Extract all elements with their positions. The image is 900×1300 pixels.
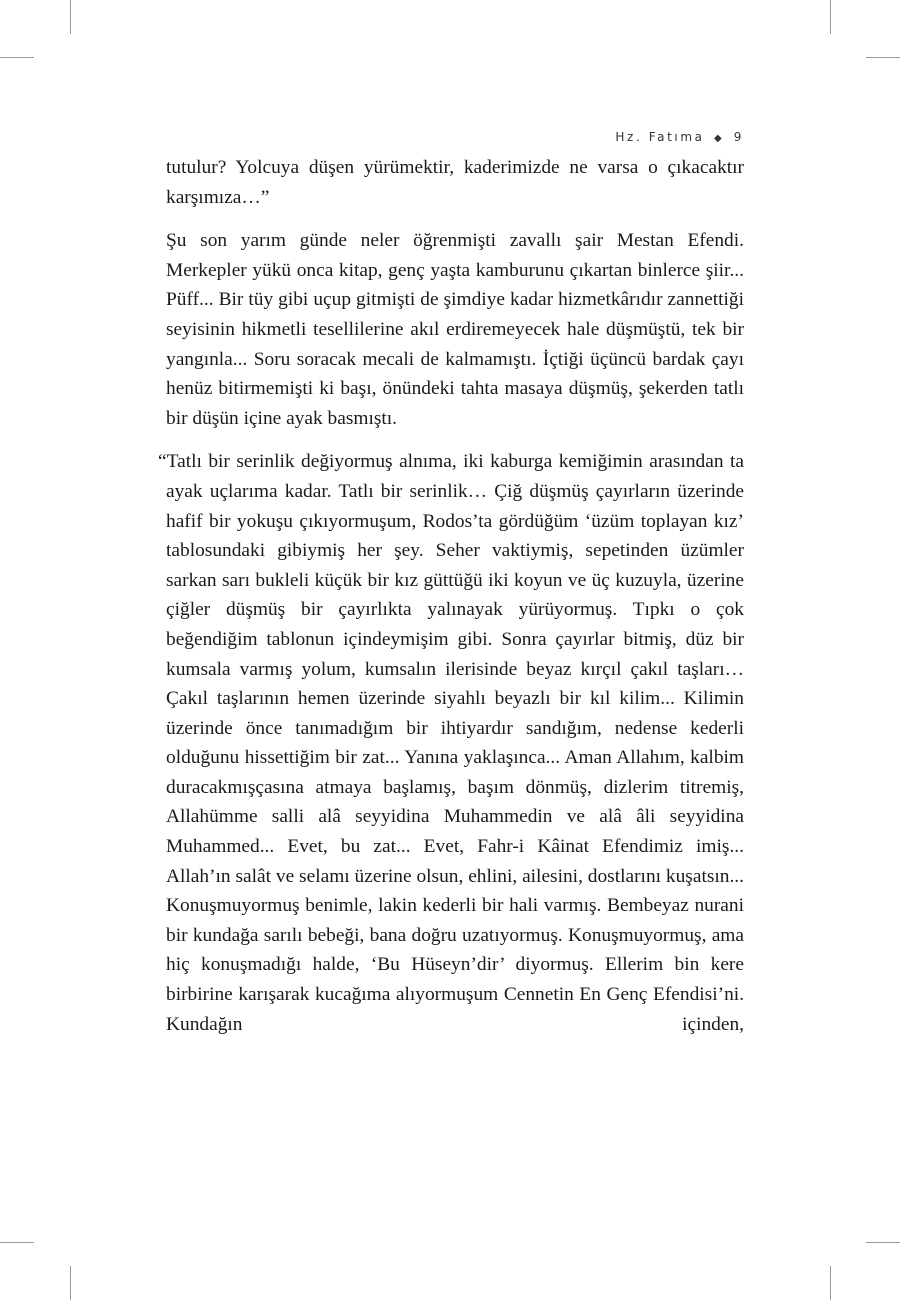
crop-mark-top-left [70, 0, 71, 34]
crop-mark-bottom-left [70, 1266, 71, 1300]
paragraph-1: tutulur? Yolcuya düşen yürümektir, kaderimizde ne varsa o çıkacaktır karşımıza…” [166, 157, 744, 208]
crop-mark-right-bottom [866, 1242, 900, 1243]
running-header-title: Hz. Fatıma [615, 130, 705, 144]
crop-mark-bottom-right [830, 1266, 831, 1300]
crop-mark-left-top [0, 57, 34, 58]
diamond-separator-icon: ◆ [714, 133, 725, 144]
crop-mark-right-top [866, 57, 900, 58]
crop-mark-top-right [830, 0, 831, 34]
page-body [158, 153, 744, 1039]
crop-mark-left-bottom [0, 1242, 34, 1243]
paragraph-3: “Tatlı bir serinlik değiyormuş alnıma, iki kaburga kemiğimin arasından ta ayak uçlarıma kadar. Tatlı bir serinlik… Çiğ düşmüş çayırların üzerinde hafif bir yokuşu çıkıyormuşum, Rodos’ta gördüğüm ‘üzüm toplayan kız’ tablosundaki gibiymiş her şey. Seher vaktiymiş, sepetinden üzümler sarkan sarı bukleli küçük bir kız güttüğü iki koyun ve üç kuzuyla, üzerine çiğler düşmüş bir çayırlıkta yalınayak yürüyormuş. Tıpkı o çok beğendiğim tablonun içindeymişim gibi. Sonra çayırlar bitmiş, düz bir kumsala varmış yolum, kumsalın ilerisinde beyaz kırçıl çakıl taşları… Çakıl taşlarının hemen üzerinde siyahlı beyazlı bir kıl kilim... Kilimin üzerinde önce tanımadığım bir ihtiyardır sandığım, nedense kederli olduğunu hissettiğim bir zat... Yanına yaklaşınca... Aman Allahım, kalbim duracakmışçasına atmaya başlamış, başım dönmüş, dizlerim titremiş, Allahümme salli alâ seyyidina Muhammedin ve alâ âli seyyidina Muhammed... Evet, bu zat... Evet, Fahr-i Kâinat Efendimiz imiş... Allah’ın salât ve selamı üzerine olsun, ehlini, ailesini, dostlarını kuşatsın... Konuşmuyormuş benimle, lakin kederli bir hali varmış. Bembeyaz nurani bir kundağa sarılı bebeği, bana doğru uzatıyormuş. Konuşmuyormuş, ama hiç konuşmadığı halde, ‘Bu Hüseyn’dir’ diyormuş. Ellerim bin kere birbirine karışarak kucağıma alıyormuşum Cennetin En Genç Efendisi’ni. Kundağın içinden, [158, 451, 744, 1035]
running-header [615, 130, 744, 144]
page-number: 9 [733, 130, 744, 144]
paragraph-2: Şu son yarım günde neler öğrenmişti zavallı şair Mestan Efendi. Merkepler yükü onca kitap, genç yaşta kamburunu çıkartan binlerce şiir... Püff... Bir tüy gibi uçup gitmişti de şimdiye kadar hizmetkârıdır zannettiği seyisinin hikmetli tesellilerine akıl erdiremeyecek hale düşmüştü, tek bir yangınla... Soru soracak mecali de kalmamıştı. İçtiği üçüncü bardak çayı henüz bitirmemişti ki başı, önündeki tahta masaya düşmüş, şekerden tatlı bir düşün içine ayak basmıştı. [166, 230, 744, 429]
